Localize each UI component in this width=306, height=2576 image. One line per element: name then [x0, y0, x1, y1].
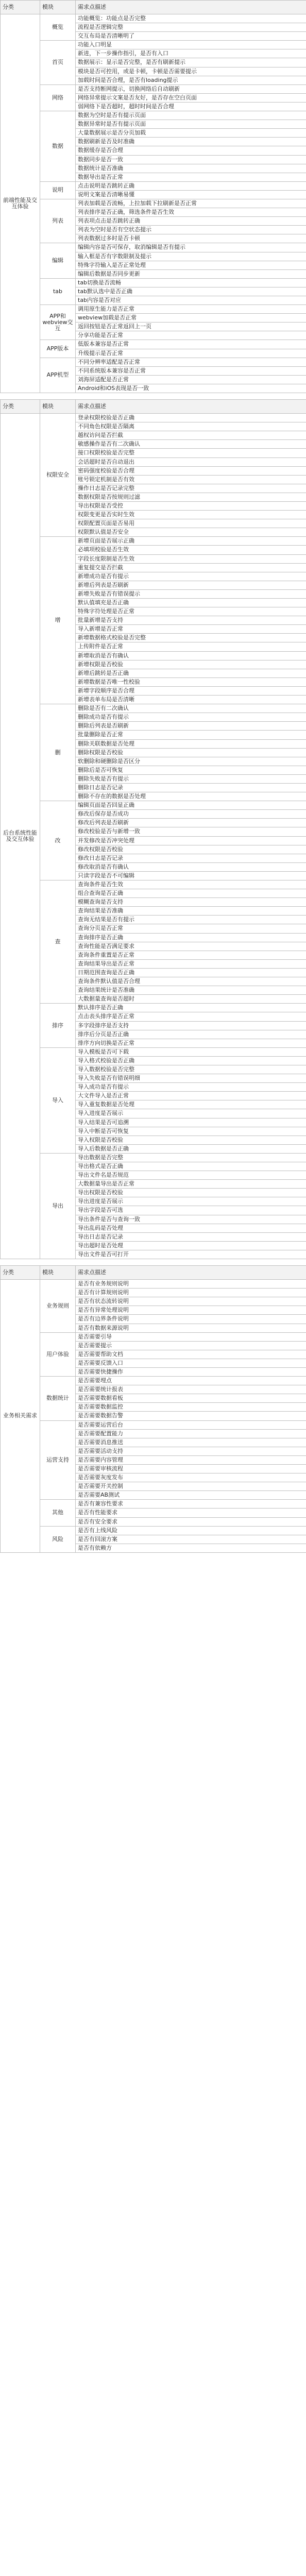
table-row [1, 1153, 306, 1162]
requirement-cell: 敏感操作是否有二次确认 [76, 440, 306, 449]
requirement-cell: 账号锁定机制是否有效 [76, 475, 306, 484]
requirement-cell: 默认值填充是否正确 [76, 599, 306, 607]
requirement-cell: 排序后分页是否正确 [76, 1030, 306, 1039]
requirement-cell: 查询条件重置是否正常 [76, 951, 306, 959]
category-cell: 业务相关需求 [1, 1280, 40, 1553]
requirement-cell: 日期范围查询是否正确 [76, 968, 306, 977]
requirement-cell: 查询结果统计是否准确 [76, 986, 306, 995]
requirement-cell: 查询分页是否正常 [76, 924, 306, 933]
requirement-cell: 导入重复数据是否处理 [76, 1100, 306, 1109]
header-requirement: 需求点描述 [76, 1266, 306, 1280]
requirement-cell: 是否需要AB测试 [76, 1491, 306, 1500]
requirement-cell: 点击表头排序是否正常 [76, 1012, 306, 1021]
requirement-cell: 权限默认值是否安全 [76, 528, 306, 537]
requirement-cell: 分享功能是否正常 [76, 331, 306, 340]
module-cell: 说明 [40, 181, 76, 199]
requirement-cell: 是否需要数据监控 [76, 1403, 306, 1412]
requirement-cell: 修改后保存是否成功 [76, 810, 306, 819]
module-cell: 网络 [40, 84, 76, 111]
table-row [1, 1047, 306, 1056]
requirement-cell: 是否有数据来源说明 [76, 1324, 306, 1332]
requirement-cell: 新增失败是否有错误提示 [76, 589, 306, 598]
requirement-cell: 是否需要运营后台 [76, 1420, 306, 1429]
section-gap [0, 393, 306, 399]
requirement-cell: 删除后是否可恢复 [76, 766, 306, 774]
requirement-cell: 导入中断是否可恢复 [76, 1127, 306, 1136]
requirement-cell: 是否有兼容性要求 [76, 1500, 306, 1509]
requirement-cell: 新增权限是否校验 [76, 660, 306, 669]
requirement-cell: webview加载是否正常 [76, 314, 306, 323]
requirement-cell: 是否有安全要求 [76, 1517, 306, 1526]
requirement-cell: 是否需要内容管理 [76, 1455, 306, 1464]
module-cell: 概览 [40, 14, 76, 41]
module-cell: APP和webview交互 [40, 305, 76, 340]
header-category: 分类 [1, 1266, 40, 1280]
module-cell: 用户体验 [40, 1332, 76, 1376]
requirement-cell: 是否需要活动支持 [76, 1447, 306, 1455]
requirement-cell: 是否有状态流转说明 [76, 1297, 306, 1306]
requirements-table-2 [0, 399, 306, 1259]
requirement-cell: 大文件导入是否正常 [76, 1092, 306, 1100]
requirement-cell: 不同系统版本兼容是否正常 [76, 366, 306, 375]
requirement-cell: 是否支持断网提示，切换网络后自动刷新 [76, 84, 306, 93]
category-cell: 前端性能及交互体验 [1, 14, 40, 393]
requirement-cell: 数据缓存是否合理 [76, 146, 306, 155]
requirement-cell: 是否有依赖方 [76, 1544, 306, 1552]
requirement-cell: 特殊字符处理是否正常 [76, 607, 306, 616]
requirement-cell: 导入成功是否有提示 [76, 1083, 306, 1092]
requirement-cell: 导入进度是否展示 [76, 1109, 306, 1118]
requirement-cell: 新增字段顺序是否合理 [76, 686, 306, 695]
requirement-cell: 数据统计是否准确 [76, 164, 306, 173]
requirement-cell: tab切换是否流畅 [76, 278, 306, 287]
module-cell: APP版本 [40, 340, 76, 358]
requirement-cell: 查询条件默认值是否合理 [76, 977, 306, 986]
requirement-cell: 导出乱码是否处理 [76, 1224, 306, 1232]
requirement-cell: 是否有异常处理说明 [76, 1306, 306, 1315]
requirement-cell: 是否需要数据看板 [76, 1394, 306, 1403]
requirement-cell: 软删除和硬删除是否区分 [76, 757, 306, 766]
requirement-cell: 是否需要反馈入口 [76, 1359, 306, 1367]
table-row [1, 41, 306, 49]
requirement-cell: 网络异常提示文案是否友好，是否存在空白页面 [76, 93, 306, 102]
table-row [1, 181, 306, 190]
header-module: 模块 [40, 1266, 76, 1280]
module-cell: 列表 [40, 199, 76, 243]
table-row [1, 243, 306, 252]
requirement-cell: 修改后列表是否刷新 [76, 819, 306, 827]
requirement-cell: 重复提交是否拦截 [76, 563, 306, 572]
table-header-row [1, 1, 306, 14]
requirement-cell: 点击说明是否跳转正确 [76, 181, 306, 190]
category-cell: 后台系统性能及交互体验 [1, 414, 40, 1259]
requirement-cell: 导入格式校验是否正确 [76, 1056, 306, 1065]
requirement-cell: 数据为空时是否有提示页面 [76, 111, 306, 120]
requirement-cell: 是否需要快捷操作 [76, 1367, 306, 1376]
requirement-cell: 排序方向切换是否正常 [76, 1039, 306, 1047]
requirement-cell: 数据权限是否按规则过滤 [76, 493, 306, 501]
requirement-cell: tab内容是否对应 [76, 296, 306, 305]
table-row [1, 358, 306, 366]
module-cell: 编辑 [40, 243, 76, 278]
requirements-table-1 [0, 0, 306, 393]
requirement-cell: 大数据量查询是否超时 [76, 995, 306, 1004]
requirement-cell: 接口权限校验是否完整 [76, 449, 306, 457]
requirement-cell: 删除失败是否有提示 [76, 774, 306, 783]
table-body-1 [1, 14, 306, 393]
header-module: 模块 [40, 400, 76, 414]
header-category: 分类 [1, 400, 40, 414]
module-cell: 首页 [40, 41, 76, 84]
table-row [1, 84, 306, 93]
requirement-cell: 模糊查询是否支持 [76, 898, 306, 907]
requirement-cell: 弱网络下是否超时，超时时间是否合理 [76, 102, 306, 111]
requirement-cell: 模块是否可控用，或是卡顿，卡顿是否需要提示 [76, 67, 306, 76]
requirement-cell: 升级提示是否正常 [76, 349, 306, 358]
requirement-cell: 新增后列表是否刷新 [76, 581, 306, 589]
requirement-cell: 输入框是否有字数限制及提示 [76, 252, 306, 261]
table-row [1, 278, 306, 287]
requirement-cell: 查询条件是否生效 [76, 880, 306, 889]
requirement-cell: 是否有回滚方案 [76, 1535, 306, 1544]
requirement-cell: 交互布局是否清晰明了 [76, 32, 306, 41]
requirement-cell: 只读字段是否不可编辑 [76, 871, 306, 880]
table-row [1, 1004, 306, 1012]
requirement-cell: 新进，下一步操作指引，是否有入口 [76, 49, 306, 58]
requirement-cell: 导出文件是否可打开 [76, 1250, 306, 1259]
requirement-cell: 新增后跳转是否正确 [76, 669, 306, 677]
requirement-cell: 是否有计算规则说明 [76, 1289, 306, 1297]
table-body-2 [1, 414, 306, 1259]
requirement-cell: 是否有性能要求 [76, 1509, 306, 1517]
requirement-cell: 导入数据校验是否完整 [76, 1065, 306, 1074]
table-row [1, 340, 306, 349]
requirement-cell: 是否有业务规则说明 [76, 1280, 306, 1289]
requirement-cell: 新增数据是否唯一性校验 [76, 677, 306, 686]
requirement-cell: 越权访问是否拦截 [76, 431, 306, 440]
requirement-cell: 列表数据过多时是否卡顿 [76, 234, 306, 243]
requirement-cell: 是否需要数据告警 [76, 1412, 306, 1420]
requirement-cell: 必填项校验是否生效 [76, 546, 306, 554]
requirement-cell: 是否需要统计报表 [76, 1385, 306, 1394]
requirement-cell: 说明文案是否清晰易懂 [76, 190, 306, 199]
requirement-cell: 大数据量导出是否正常 [76, 1180, 306, 1189]
header-requirement: 需求点描述 [76, 400, 306, 414]
requirement-cell: 多字段排序是否支持 [76, 1021, 306, 1030]
requirement-cell: 大量数据展示是否分页加载 [76, 129, 306, 138]
requirement-cell: 是否需要灰度发布 [76, 1473, 306, 1482]
module-cell: 改 [40, 801, 76, 880]
requirement-cell: 列表加载是否流畅，上拉加载下拉刷新是否正常 [76, 199, 306, 208]
module-cell: 增 [40, 537, 76, 704]
section-gap [0, 1259, 306, 1265]
table-row [1, 801, 306, 810]
table-row [1, 1332, 306, 1341]
requirement-cell: 会话超时是否自动退出 [76, 457, 306, 466]
requirement-cell: 导出数据是否完整 [76, 1153, 306, 1162]
table-row [1, 199, 306, 208]
requirement-cell: 登录权限校验是否正确 [76, 414, 306, 422]
requirement-cell: 数据异常时是否有提示页面 [76, 120, 306, 129]
requirement-cell: 数据刷新是否及时准确 [76, 138, 306, 146]
requirement-cell: 批量新增是否支持 [76, 616, 306, 625]
requirement-cell: 编辑内容是否可保存，取消编辑是否有提示 [76, 243, 306, 252]
requirement-cell: 编辑页面是否回显正确 [76, 801, 306, 810]
requirement-cell: 是否需要埋点 [76, 1377, 306, 1385]
module-cell: 数据 [40, 111, 76, 182]
requirement-cell: 导入新增是否正常 [76, 625, 306, 634]
requirement-cell: 流程是否逻辑完整 [76, 23, 306, 32]
requirement-cell: 是否需要帮助文档 [76, 1350, 306, 1359]
requirement-cell: 导出字段是否可选 [76, 1206, 306, 1215]
requirement-cell: 新增表单布局是否清晰 [76, 696, 306, 704]
requirement-cell: 查询排序是否正确 [76, 933, 306, 942]
module-cell: 其他 [40, 1500, 76, 1526]
table-row [1, 1526, 306, 1535]
requirement-cell: 操作日志是否记录完整 [76, 484, 306, 493]
requirement-cell: 加载时间是否合理，是否有loading提示 [76, 76, 306, 84]
module-cell: 业务规则 [40, 1280, 76, 1333]
requirement-cell: 默认排序是否正确 [76, 1004, 306, 1012]
requirement-cell: 修改校验是否与新增一致 [76, 827, 306, 836]
requirement-cell: 导出条件是否与查询一致 [76, 1215, 306, 1224]
requirement-cell: 导出超时是否处理 [76, 1241, 306, 1250]
requirement-cell: 导入结果是否可追溯 [76, 1118, 306, 1127]
module-cell: 排序 [40, 1004, 76, 1047]
table-header-row [1, 1266, 306, 1280]
requirement-cell: 删除不存在的数据是否处理 [76, 792, 306, 801]
requirement-cell: 导出格式是否正确 [76, 1162, 306, 1171]
requirement-cell: 数据展示：显示是否完整，是否有刷新提示 [76, 58, 306, 67]
requirement-cell: 是否需要配置能力 [76, 1429, 306, 1438]
requirement-cell: 是否有边界条件说明 [76, 1315, 306, 1324]
table-row [1, 880, 306, 889]
table-row [1, 14, 306, 23]
requirement-cell: 查询结果是否准确 [76, 907, 306, 916]
requirements-table-3 [0, 1265, 306, 1553]
requirement-cell: 删除关联数据是否处理 [76, 739, 306, 748]
table-row [1, 1280, 306, 1289]
requirement-cell: 是否需要提示 [76, 1341, 306, 1350]
table-row [1, 537, 306, 546]
requirement-cell: 新增数据格式校验是否完整 [76, 634, 306, 642]
module-cell: 导入 [40, 1047, 76, 1153]
requirement-cell: 不同角色权限是否隔离 [76, 422, 306, 431]
table-row [1, 1500, 306, 1509]
table-body-3 [1, 1280, 306, 1553]
module-cell: 权限安全 [40, 414, 76, 537]
requirement-cell: 字段长度限制是否生效 [76, 554, 306, 563]
header-category: 分类 [1, 1, 40, 14]
requirement-cell: 查询结果导出是否正常 [76, 959, 306, 968]
module-cell: 数据统计 [40, 1377, 76, 1420]
table-row [1, 1377, 306, 1385]
requirement-cell: 功能入口明显 [76, 41, 306, 49]
requirement-cell: 删除后列表是否刷新 [76, 722, 306, 731]
requirement-cell: 导入权限是否校验 [76, 1136, 306, 1144]
header-requirement: 需求点描述 [76, 1, 306, 14]
requirement-cell: 编辑后数据是否同步更新 [76, 269, 306, 278]
requirement-cell: 修改权限是否校验 [76, 845, 306, 854]
requirement-cell: 导入后数据是否正确 [76, 1144, 306, 1153]
requirement-cell: 列表为空时是否有空状态提示 [76, 226, 306, 234]
requirement-cell: 导出文件名是否规范 [76, 1171, 306, 1180]
requirement-cell: 上传附件是否正常 [76, 642, 306, 651]
module-cell: 删 [40, 704, 76, 801]
requirement-cell: 列表项点击是否跳转正确 [76, 217, 306, 226]
requirement-cell: 并发修改是否冲突处理 [76, 836, 306, 845]
requirement-cell: tab默认选中是否正确 [76, 287, 306, 296]
requirement-cell: 导入模板是否可下载 [76, 1047, 306, 1056]
requirement-cell: 数据同步是否一致 [76, 155, 306, 164]
module-cell: 导出 [40, 1153, 76, 1259]
requirement-cell: 新增页面是否展示正确 [76, 537, 306, 546]
requirement-cell: 是否需要审核流程 [76, 1465, 306, 1473]
requirement-cell: 导出进度是否展示 [76, 1197, 306, 1206]
requirement-cell: 修改取消是否有确认 [76, 862, 306, 871]
table-header-row [1, 400, 306, 414]
requirement-cell: 不同分辨率适配是否正常 [76, 358, 306, 366]
requirement-cell: 数据导出是否正常 [76, 173, 306, 181]
table-row [1, 305, 306, 314]
requirement-cell: 导出权限是否校验 [76, 1189, 306, 1197]
requirement-cell: 删除是否有二次确认 [76, 704, 306, 713]
requirement-cell: 特殊字符输入是否正常处理 [76, 261, 306, 269]
requirement-cell: 查询性能是否满足要求 [76, 942, 306, 951]
module-cell: 运营支持 [40, 1420, 76, 1500]
requirement-cell: 批量删除是否正常 [76, 731, 306, 739]
module-cell: tab [40, 278, 76, 304]
table-row [1, 704, 306, 713]
requirement-cell: 修改日志是否记录 [76, 854, 306, 862]
requirement-cell: 列表排序是否正确，筛选条件是否生效 [76, 208, 306, 217]
requirement-cell: 权限配置页面是否易用 [76, 519, 306, 528]
requirement-cell: 新增成功是否有提示 [76, 572, 306, 581]
table-row [1, 1420, 306, 1429]
requirement-cell: Android和iOS表现是否一致 [76, 384, 306, 393]
module-cell: APP机型 [40, 358, 76, 393]
table-row [1, 111, 306, 120]
table-row [1, 414, 306, 422]
requirement-cell: 权限变更是否实时生效 [76, 511, 306, 519]
requirement-cell: 是否有上线风险 [76, 1526, 306, 1535]
module-cell: 查 [40, 880, 76, 1004]
requirement-cell: 组合查询是否正确 [76, 889, 306, 898]
requirement-cell: 删除成功是否有提示 [76, 713, 306, 722]
requirement-cell: 导入失败是否有错误明细 [76, 1074, 306, 1083]
requirement-cell: 查询无结果是否有提示 [76, 916, 306, 924]
requirement-cell: 刘海屏适配是否正常 [76, 375, 306, 384]
header-module: 模块 [40, 1, 76, 14]
requirement-cell: 返回按钮是否正常返回上一页 [76, 323, 306, 331]
requirement-cell: 导出日志是否记录 [76, 1232, 306, 1241]
requirement-cell: 调用原生能力是否正常 [76, 305, 306, 314]
requirement-cell: 导出权限是否受控 [76, 501, 306, 510]
module-cell: 风险 [40, 1526, 76, 1552]
requirement-cell: 功能概览：功能点是否完整 [76, 14, 306, 23]
requirement-cell: 低版本兼容是否正常 [76, 340, 306, 349]
requirement-cell: 删除权限是否校验 [76, 748, 306, 757]
requirement-cell: 新增取消是否有确认 [76, 651, 306, 660]
requirement-cell: 是否需要开关控制 [76, 1482, 306, 1491]
requirement-cell: 删除日志是否记录 [76, 783, 306, 792]
requirement-cell: 是否需要引导 [76, 1332, 306, 1341]
requirement-cell: 密码强度校验是否合理 [76, 466, 306, 475]
requirement-cell: 是否需要消息推送 [76, 1438, 306, 1447]
